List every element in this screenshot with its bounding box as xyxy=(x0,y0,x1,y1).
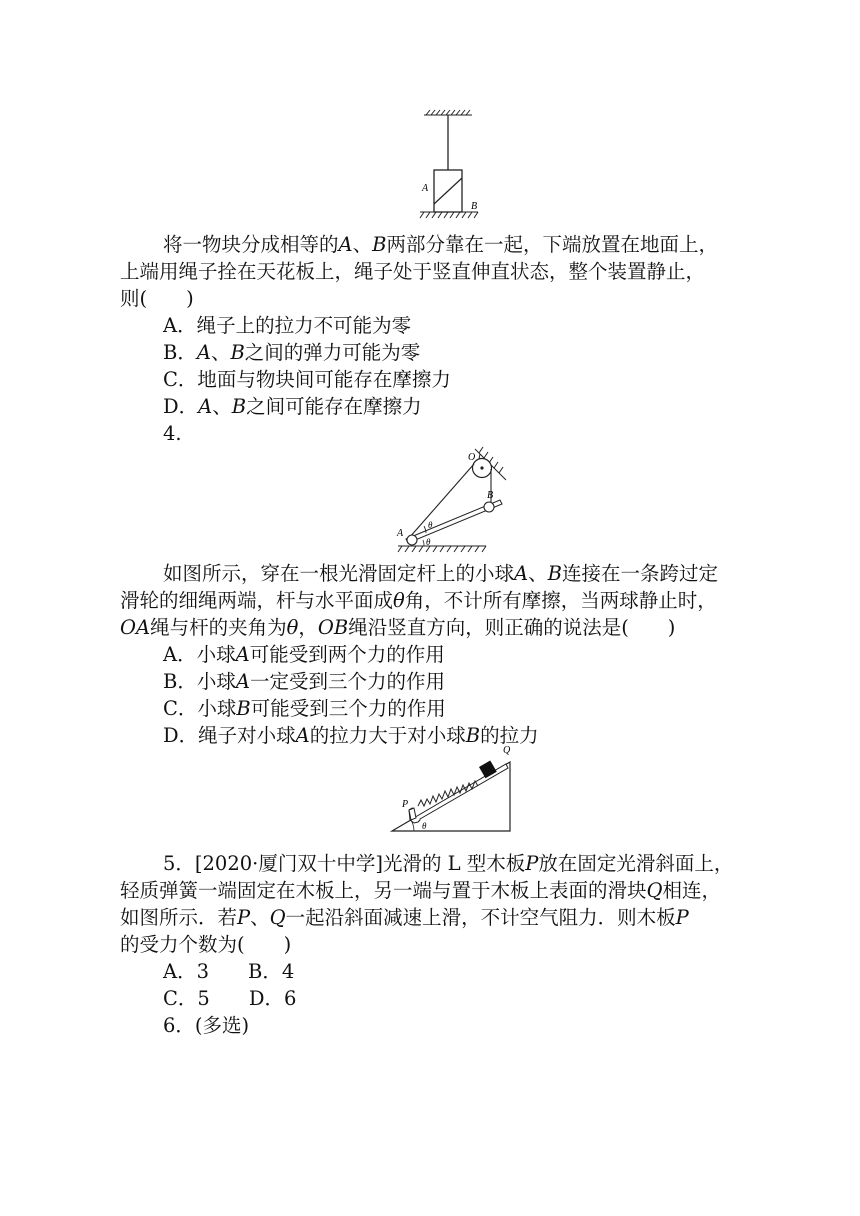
q4-option-c: C．小球B可能受到三个力的作用 xyxy=(163,697,446,720)
label-theta: θ xyxy=(422,821,427,831)
label-p: P xyxy=(402,799,409,810)
q4-stem-line3: OA绳与杆的夹角为θ，OB绳沿竖直方向，则正确的说法是( ) xyxy=(120,616,676,639)
q5-stem-line2: 轻质弹簧一端固定在木板上，另一端与置于木板上表面的滑块Q相连， xyxy=(120,879,722,902)
ball-b xyxy=(484,502,494,512)
q4-option-b: B．小球A一定受到三个力的作用 xyxy=(163,670,445,693)
ceiling xyxy=(424,110,472,115)
q5-options-ab: A．3 B．4 xyxy=(163,960,295,983)
q3-stem-line1: 将一物块分成相等的A、B两部分靠在一起，下端放置在地面上， xyxy=(163,233,718,256)
q4-number: 4. xyxy=(163,422,182,445)
label-a: A xyxy=(422,183,429,194)
label-o: O xyxy=(468,452,476,463)
q5-stem-line4: 的受力个数为( ) xyxy=(120,933,292,956)
ground xyxy=(420,212,478,218)
label-q: Q xyxy=(503,745,511,756)
q3-option-b: B．A、B之间的弹力可能为零 xyxy=(163,341,421,364)
label-theta-1: θ xyxy=(428,520,433,530)
q5-stem-line3: 如图所示．若P、Q一起沿斜面减速上滑，不计空气阻力．则木板P xyxy=(120,906,689,929)
ball-a xyxy=(407,535,417,545)
q3-option-a: A．绳子上的拉力不可能为零 xyxy=(163,314,412,337)
q3-option-d: D．A、B之间可能存在摩擦力 xyxy=(163,395,422,418)
q3-option-c: C．地面与物块间可能存在摩擦力 xyxy=(163,368,451,391)
q4-option-a: A．小球A可能受到两个力的作用 xyxy=(163,643,445,666)
label-b: B xyxy=(471,201,478,212)
label-theta-2: θ xyxy=(426,537,431,547)
angle-arc-ground xyxy=(423,540,424,546)
figure-block-rope xyxy=(412,108,488,222)
pulley-axle xyxy=(480,466,483,469)
q5-stem-line1: 5．[2020·厦门双十中学]光滑的 L 型木板P放在固定光滑斜面上， xyxy=(163,852,734,875)
q4-stem-line2: 滑轮的细绳两端，杆与水平面成θ角，不计所有摩擦，当两球静止时， xyxy=(120,589,717,612)
q3-stem-line3: 则( ) xyxy=(120,287,194,310)
label-b: B xyxy=(487,490,494,501)
q4-stem-line1: 如图所示，穿在一根光滑固定杆上的小球A、B连接在一条跨过定 xyxy=(163,562,718,585)
q4-option-d: D．绳子对小球A的拉力大于对小球B的拉力 xyxy=(163,724,539,747)
q5-options-cd: C．5 D．6 xyxy=(163,987,297,1010)
q3-stem-line2: 上端用绳子拴在天花板上，绳子处于竖直伸直状态，整个装置静止， xyxy=(120,260,706,283)
figure-incline-board xyxy=(388,740,516,836)
figure-pulley-rod xyxy=(390,442,512,556)
ground xyxy=(398,546,486,552)
q6-number: 6．(多选) xyxy=(163,1014,250,1037)
label-a: A xyxy=(397,528,404,539)
